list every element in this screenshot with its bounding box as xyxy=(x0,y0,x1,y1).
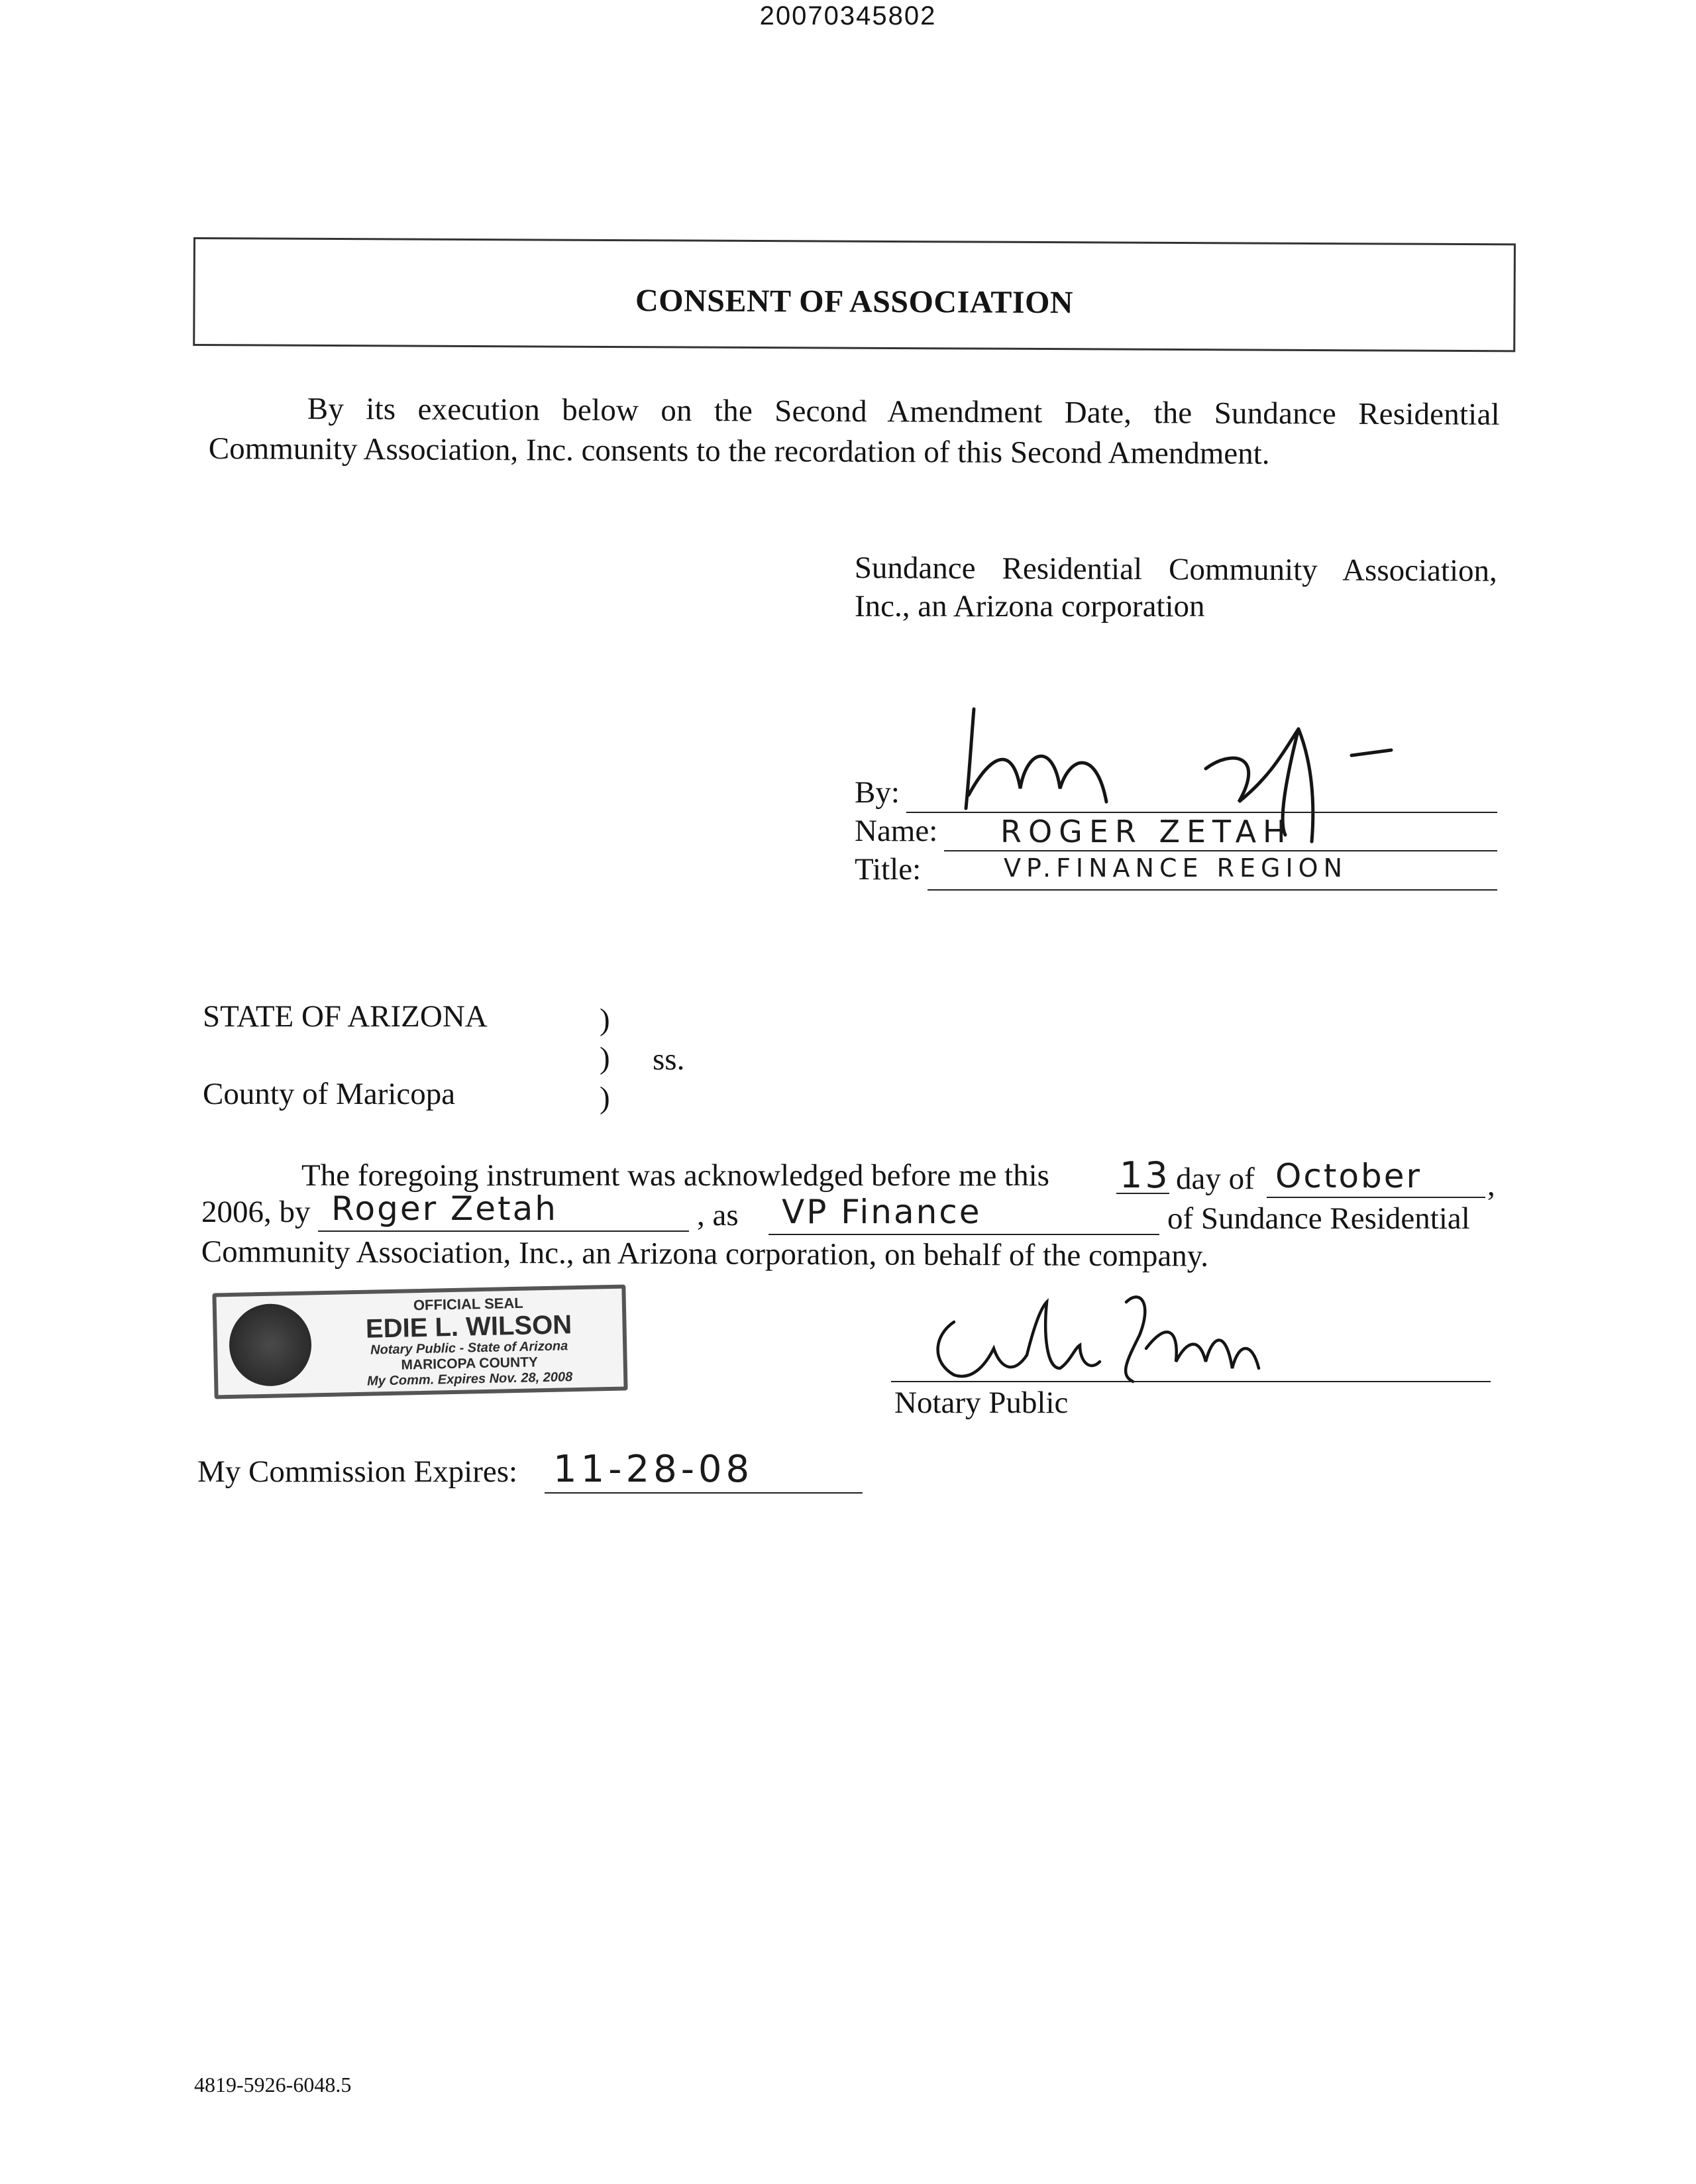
intro-line-2: Community Association, Inc. consents to the recordation of this Second Amendment. xyxy=(208,431,1270,471)
by-label: By: xyxy=(855,775,900,810)
commission-line xyxy=(545,1492,863,1494)
seal-text xyxy=(329,1293,610,1390)
county-label: County of Maricopa xyxy=(203,1077,456,1111)
ack-as: , as xyxy=(697,1198,739,1232)
footer-code: 4819-5926-6048.5 xyxy=(194,2073,352,2097)
role-value: VP Finance xyxy=(782,1193,982,1231)
ss-label: ss. xyxy=(653,1042,685,1077)
by-line xyxy=(906,812,1497,813)
seal-line-1: OFFICIAL SEAL xyxy=(413,1294,523,1314)
commission-label: My Commission Expires: xyxy=(197,1454,518,1489)
entity-line-1: Sundance Residential Community Association, xyxy=(854,550,1497,588)
notary-signature-mark xyxy=(928,1282,1298,1388)
title-box xyxy=(193,237,1516,352)
ack-part-1: The foregoing instrument was acknowledged before me this xyxy=(301,1158,1049,1193)
ack-part-2: day of xyxy=(1176,1162,1255,1196)
month-value: October xyxy=(1275,1157,1422,1195)
person-value: Roger Zetah xyxy=(331,1189,558,1228)
person-line xyxy=(318,1230,689,1232)
month-line xyxy=(1267,1197,1485,1198)
ack-comma: , xyxy=(1487,1168,1495,1203)
seal-line-5: My Comm. Expires Nov. 28, 2008 xyxy=(366,1370,573,1389)
seal-line-4: MARICOPA COUNTY xyxy=(401,1354,539,1373)
notary-signature-line xyxy=(891,1381,1491,1382)
entity-line-2: Inc., an Arizona corporation xyxy=(855,589,1205,624)
state-label: STATE OF ARIZONA xyxy=(203,999,488,1034)
commission-value: 11-28-08 xyxy=(553,1448,754,1491)
official-seal-stamp xyxy=(212,1284,627,1399)
name-label: Name: xyxy=(855,814,938,848)
document-number: 20070345802 xyxy=(759,1,937,30)
seal-line-2: EDIE L. WILSON xyxy=(365,1310,572,1344)
paren-3: ) xyxy=(600,1081,610,1115)
seal-emblem-icon xyxy=(229,1303,313,1387)
title-value: VP.FINANCE REGION xyxy=(1004,853,1348,883)
title-line xyxy=(928,889,1497,891)
name-value: ROGER ZETAH xyxy=(1000,814,1293,849)
title-label: Title: xyxy=(855,852,922,887)
notary-label: Notary Public xyxy=(894,1386,1069,1420)
page-title: CONSENT OF ASSOCIATION xyxy=(635,283,1074,321)
name-line xyxy=(944,850,1497,851)
ack-part-3: of Sundance Residential xyxy=(1167,1201,1470,1236)
paren-2: ) xyxy=(600,1041,610,1075)
paren-1: ) xyxy=(600,1003,610,1037)
day-value: 13 xyxy=(1120,1154,1171,1196)
intro-line-1: By its execution below on the Second Amendment Date, the Sundance Residential xyxy=(307,391,1500,432)
seal-line-3: Notary Public - State of Arizona xyxy=(370,1338,568,1358)
ack-part-4: Community Association, Inc., an Arizona corporation, on behalf of the company. xyxy=(201,1234,1209,1274)
ack-year-by: 2006, by xyxy=(201,1195,311,1229)
signature-mark xyxy=(954,709,1431,828)
